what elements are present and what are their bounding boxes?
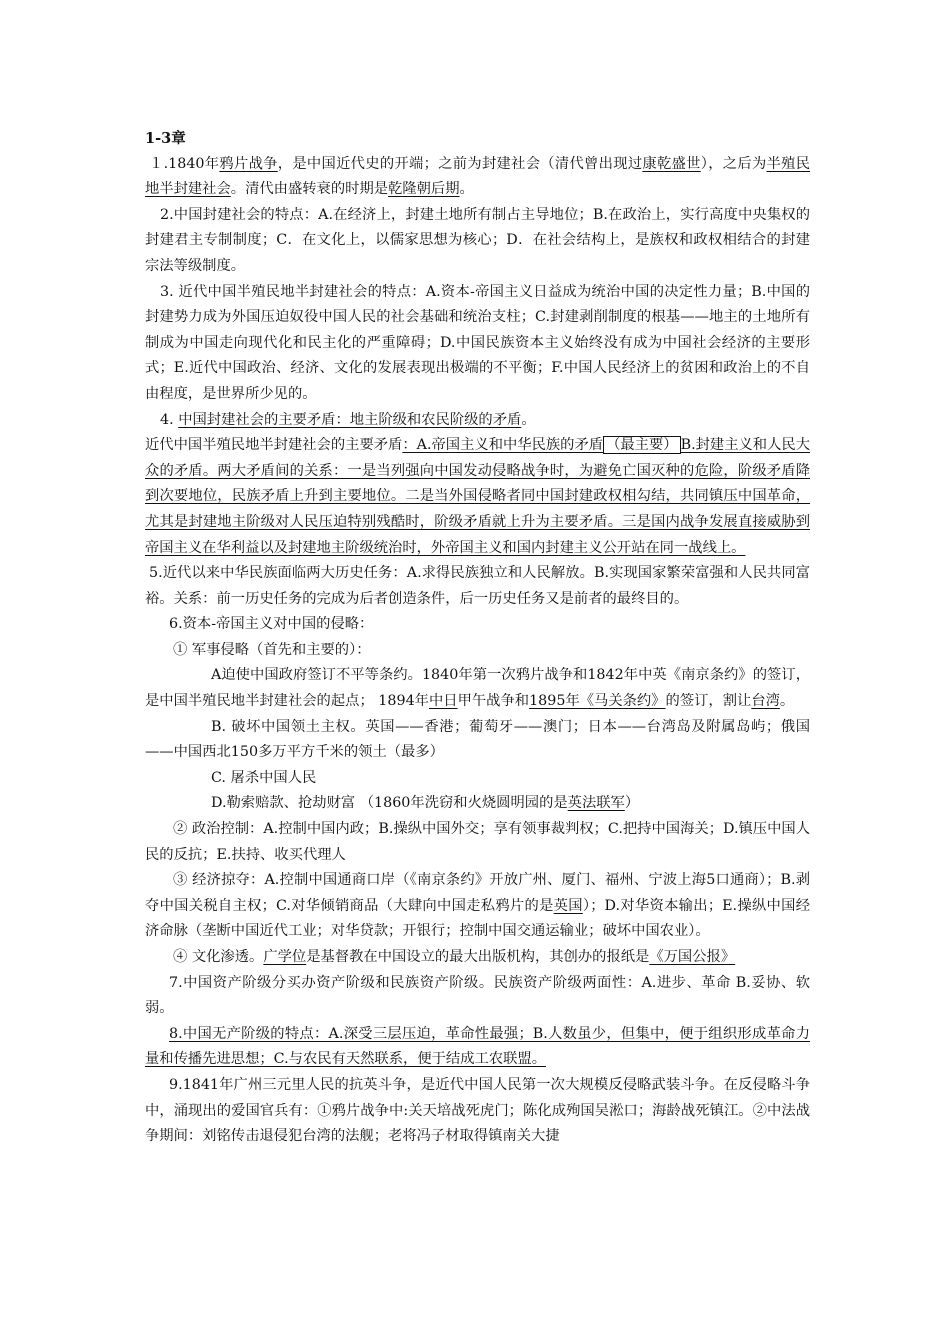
underlined-term: 半殖民地半封建社会 [145,155,811,198]
text: １.1840年 [149,155,220,172]
paragraph-6-economic [145,868,810,945]
paragraph-8: 8.中国无产阶级的特点：A.深受三层压迫，革命性最强；B.人数虽少，但集中，便于组织形成革命力量和传播先进思想；C.与农民有天然联系，便于结成工农联盟。 [145,1025,810,1068]
text: 是基督教在中国设立的最大出版机构，其创办的报纸是 [306,949,650,965]
text: 的签订，割让 [665,693,752,710]
underlined-term: 中日 [428,693,458,710]
text: ），之后为 [700,155,767,172]
text: 甲午战争和 [457,693,530,710]
text: ，是中国近代史的开端；之前为封建社会（清代曾出现过 [277,155,643,172]
underlined-term: ：A.帝国主义和中华民族的矛盾 [402,437,604,454]
paragraph-1 [145,152,810,203]
text: 。 [459,181,474,198]
paragraph-4 [145,408,810,434]
paragraph-6-military: ① 军事侵略（首先和主要的）： [173,641,371,658]
text: 近代中国半殖民地半封建社会的主要矛盾 [145,437,403,454]
paragraph-2: 2.中国封建社会的特点：A.在经济上，封建土地所有制占主导地位；B.在政治上，实行高度中央集权的封建君主专制制度；C．在文化上，以儒家思想为核心；D．在社会结构上，是族权和政权相结合的封建宗法等级制度。 [145,206,810,274]
paragraph-7: 7.中国资产阶级分买办资产阶级和民族资产阶级。民族资产阶级两面性：A.进步、革命 B.妥协、软弱。 [145,974,810,1017]
paragraph-5: 5.近代以来中华民族面临两大历史任务：A.求得民族独立和人民解放。B.实现国家繁荣富强和人民共同富裕。关系：前一历史任务的完成为后者创造条件，后一历史任务又是前者的最终目的。 [145,565,810,607]
text: ④ 文化渗透。 [173,949,264,965]
underlined-term: 英国 [553,897,583,914]
boxed-note: （最主要） [603,436,680,454]
text: 。 [779,693,795,710]
underlined-term: 1895年《马关条约》 [529,693,666,710]
text: ） [624,795,640,812]
paragraph-6-c: C. 屠杀中国人民 [211,769,317,786]
underlined-term: 康乾盛世 [642,155,701,172]
paragraph-4-contradictions [145,433,810,561]
underlined-term: 《万国公报》 [649,949,736,965]
paragraph-6-a [145,663,810,714]
paragraph-6: 6.资本-帝国主义对中国的侵略： [169,616,374,633]
paragraph-6-cultural [145,945,810,971]
chapter-heading: 1-3章 [145,130,186,147]
text: A迫使中国政府签订不平等条约。1840年第一次鸦片战争和1842年中英《南京条约》的签订，是中国半殖民地半封建社会的起点； 1894年 [145,667,810,710]
paragraph-9: 9.1841年广州三元里人民的抗英斗争，是近代中国人民第一次大规模反侵略武装斗争。在反侵略斗争中，涌现出的爱国官兵有：①鸦片战争中:关天培战死虎门；陈化成殉国吴淞口；海龄战死镇江。②中法战争期间：刘铭传击退侵犯台湾的法舰；老将冯子材取得镇南关大捷 [145,1076,810,1145]
text: D.勒索赔款、抢劫财富 （1860年洗窃和火烧圆明园的是 [211,795,568,812]
text: 。清代由盛转衰的时期是 [230,181,389,198]
underlined-term: 英法联军 [567,795,625,812]
text: ）；D.对华资本输出；E.操纵中国经济命脉（垄断中国近代工业；对华贷款；开银行；控制中国交通运输业；破坏中国农业）。 [145,897,811,940]
underlined-term: 乾隆朝后期 [388,181,460,198]
underlined-term: 台湾 [751,693,780,710]
paragraph-6-b: B. 破坏中国领土主权。英国——香港；葡萄牙——澳门；日本——台湾岛及附属岛屿；俄国——中国西北150多万平方千米的领土（最多） [145,718,810,761]
paragraph-6-political: ② 政治控制：A.控制中国内政；B.操纵中国外交；享有领事裁判权；C.把持中国海关；D.镇压中国人民的反抗；E.扶持、收买代理人 [145,821,810,863]
text: 。 [521,411,536,428]
paragraph-6-d [145,791,810,817]
underlined-term: B.封建主义和人民大众的矛盾。两大矛盾间的关系：一是当列强向中国发动侵略战争时，为避免亡国灭种的危险，阶级矛盾降到次要地位，民族矛盾上升到主要地位。二是当外国侵略者同中国封建政权相勾结，共同镇压中国革命，尤其是封建地主阶级对人民压迫特别残酷时，阶级矛盾就上升为主要矛盾。三是国内战争发展直接威胁到帝国主义在华利益以及封建地主阶级统治时，外帝国主义和国内封建主义公开站在同一战线上。 [145,437,810,556]
text: 4. [160,411,179,428]
underlined-term: 中国封建社会的主要矛盾：地主阶级和农民阶级的矛盾 [178,411,522,428]
text: ③ 经济掠夺：A.控制中国通商口岸（《南京条约》开放广州、厦门、福州、宁波上海5口通商）；B.剥夺中国关税自主权；C.对华倾销商品（大肆向中国走私鸦片的是 [145,872,810,914]
underlined-term: 广学位 [263,949,307,965]
underlined-term: 鸦片战争 [219,155,278,172]
document-page [145,126,810,1150]
paragraph-3: 3. 近代中国半殖民地半封建社会的特点：A.资本-帝国主义日益成为统治中国的决定性力量；B.中国的封建势力成为外国压迫奴役中国人民的社会基础和统治支柱；C.封建剥削制度的根基——地主的土地所有制成为中国走向现代化和民主化的严重障碍；D.中国民族资本主义始终没有成为中国社会经济的主要形式；E.近代中国政治、经济、文化的发展表现出极端的不平衡；F.中国人民经济上的贫困和政治上的不自由程度，是世界所少见的。 [145,283,810,402]
